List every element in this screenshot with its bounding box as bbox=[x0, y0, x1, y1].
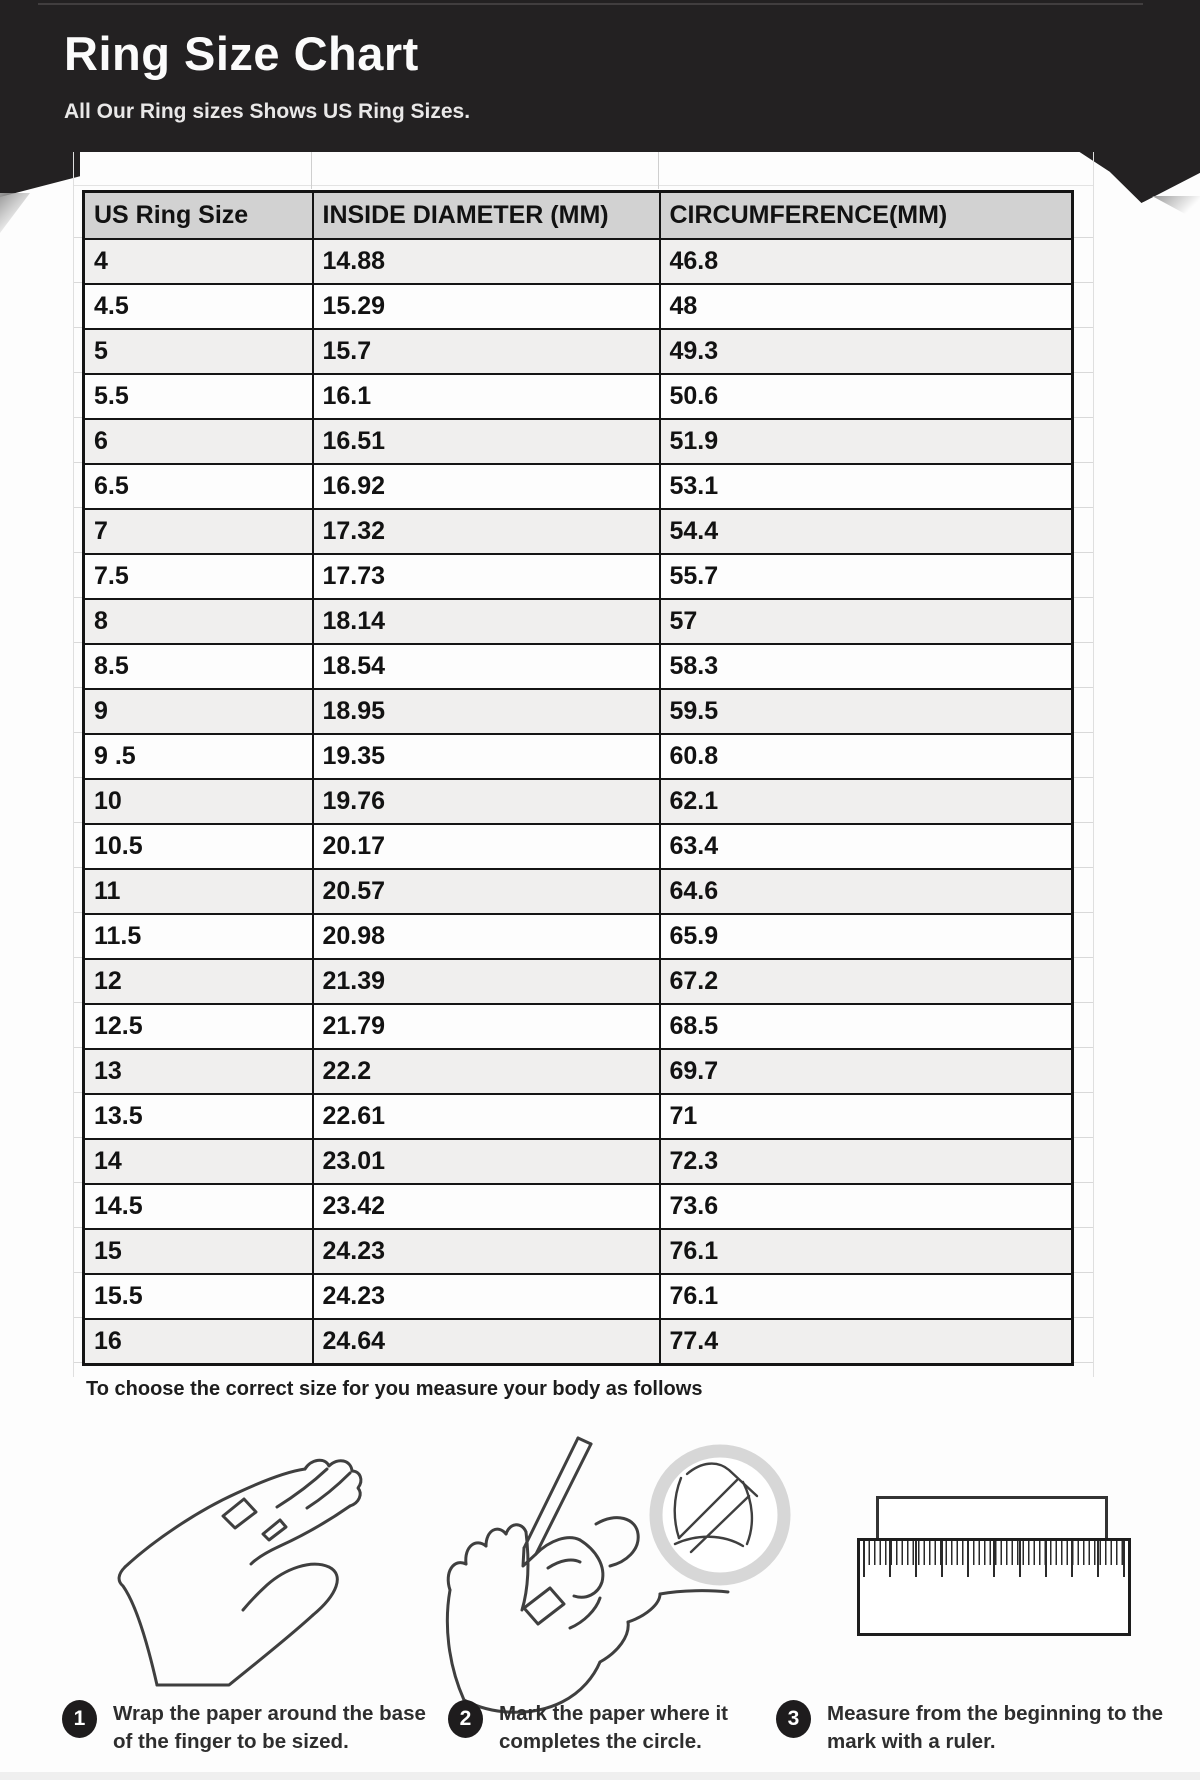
cell-circumference: 50.6 bbox=[660, 374, 1073, 419]
cell-circumference: 69.7 bbox=[660, 1049, 1073, 1094]
cell-inside-diameter: 20.57 bbox=[313, 869, 660, 914]
cell-circumference: 73.6 bbox=[660, 1184, 1073, 1229]
step-number-badge: 3 bbox=[776, 1700, 811, 1738]
cell-us-ring-size: 15 bbox=[84, 1229, 313, 1274]
ring-size-table bbox=[82, 190, 1074, 1366]
cell-circumference: 64.6 bbox=[660, 869, 1073, 914]
hero-header bbox=[0, 0, 1200, 152]
table-row bbox=[84, 329, 1073, 374]
cell-inside-diameter: 21.39 bbox=[313, 959, 660, 1004]
table-row bbox=[84, 1004, 1073, 1049]
cell-inside-diameter: 22.61 bbox=[313, 1094, 660, 1139]
cell-us-ring-size: 9 bbox=[84, 689, 313, 734]
cell-inside-diameter: 16.1 bbox=[313, 374, 660, 419]
cell-inside-diameter: 19.76 bbox=[313, 779, 660, 824]
gridline bbox=[658, 152, 659, 189]
gridline-ticks bbox=[74, 237, 82, 1365]
table-row bbox=[84, 464, 1073, 509]
page-subtitle: All Our Ring sizes Shows US Ring Sizes. bbox=[64, 100, 471, 123]
table-row bbox=[84, 1139, 1073, 1184]
cell-us-ring-size: 8 bbox=[84, 599, 313, 644]
table-row bbox=[84, 239, 1073, 284]
table-row bbox=[84, 599, 1073, 644]
page-title: Ring Size Chart bbox=[64, 27, 419, 80]
hero-left-wing bbox=[0, 151, 80, 197]
cell-inside-diameter: 15.29 bbox=[313, 284, 660, 329]
table-row bbox=[84, 1094, 1073, 1139]
cell-us-ring-size: 7 bbox=[84, 509, 313, 554]
cell-inside-diameter: 23.01 bbox=[313, 1139, 660, 1184]
cell-circumference: 59.5 bbox=[660, 689, 1073, 734]
table-row bbox=[84, 734, 1073, 779]
step-number-badge: 2 bbox=[448, 1700, 483, 1738]
cell-inside-diameter: 24.23 bbox=[313, 1274, 660, 1319]
cell-circumference: 53.1 bbox=[660, 464, 1073, 509]
table-row bbox=[84, 914, 1073, 959]
magnifier-detail-icon bbox=[645, 1440, 795, 1590]
cell-inside-diameter: 18.14 bbox=[313, 599, 660, 644]
cell-inside-diameter: 20.17 bbox=[313, 824, 660, 869]
col-header-us-ring-size: US Ring Size bbox=[84, 192, 313, 240]
cell-us-ring-size: 13.5 bbox=[84, 1094, 313, 1139]
cell-us-ring-size: 10.5 bbox=[84, 824, 313, 869]
bottom-edge bbox=[0, 1772, 1200, 1780]
cell-us-ring-size: 13 bbox=[84, 1049, 313, 1094]
step-text: Measure from the beginning to the mark with a ruler. bbox=[827, 1702, 1163, 1754]
cell-circumference: 76.1 bbox=[660, 1274, 1073, 1319]
table-row bbox=[84, 284, 1073, 329]
cell-circumference: 72.3 bbox=[660, 1139, 1073, 1184]
cell-inside-diameter: 16.51 bbox=[313, 419, 660, 464]
col-header-inside-diameter: INSIDE DIAMETER (MM) bbox=[313, 192, 660, 240]
cell-inside-diameter: 17.73 bbox=[313, 554, 660, 599]
cell-inside-diameter: 21.79 bbox=[313, 1004, 660, 1049]
table-row bbox=[84, 689, 1073, 734]
cell-inside-diameter: 23.42 bbox=[313, 1184, 660, 1229]
cell-inside-diameter: 18.54 bbox=[313, 644, 660, 689]
hand-with-paper-icon bbox=[105, 1445, 370, 1715]
table-row bbox=[84, 419, 1073, 464]
cell-inside-diameter: 24.23 bbox=[313, 1229, 660, 1274]
cell-circumference: 54.4 bbox=[660, 509, 1073, 554]
table-row bbox=[84, 1274, 1073, 1319]
hero-top-highlight bbox=[38, 3, 1143, 5]
cell-us-ring-size: 15.5 bbox=[84, 1274, 313, 1319]
ruler-body bbox=[857, 1538, 1131, 1636]
cell-inside-diameter: 22.2 bbox=[313, 1049, 660, 1094]
table-row bbox=[84, 374, 1073, 419]
cell-circumference: 67.2 bbox=[660, 959, 1073, 1004]
table-row bbox=[84, 959, 1073, 1004]
cell-circumference: 60.8 bbox=[660, 734, 1073, 779]
hero-left-corner-shadow bbox=[0, 193, 30, 233]
step-number-badge: 1 bbox=[62, 1700, 97, 1738]
instruction-step-2 bbox=[448, 1700, 767, 1757]
cell-us-ring-size: 14 bbox=[84, 1139, 313, 1184]
cell-inside-diameter: 20.98 bbox=[313, 914, 660, 959]
cell-inside-diameter: 19.35 bbox=[313, 734, 660, 779]
cell-us-ring-size: 11.5 bbox=[84, 914, 313, 959]
table-row bbox=[84, 644, 1073, 689]
hero-right-wing bbox=[1078, 151, 1200, 203]
instruction-step-1 bbox=[62, 1700, 435, 1757]
table-row bbox=[84, 1184, 1073, 1229]
cell-circumference: 71 bbox=[660, 1094, 1073, 1139]
cell-us-ring-size: 4 bbox=[84, 239, 313, 284]
cell-us-ring-size: 6.5 bbox=[84, 464, 313, 509]
table-row bbox=[84, 779, 1073, 824]
cell-us-ring-size: 14.5 bbox=[84, 1184, 313, 1229]
cell-us-ring-size: 6 bbox=[84, 419, 313, 464]
cell-us-ring-size: 7.5 bbox=[84, 554, 313, 599]
table-row bbox=[84, 1229, 1073, 1274]
gridline bbox=[311, 152, 312, 189]
cell-circumference: 46.8 bbox=[660, 239, 1073, 284]
cell-inside-diameter: 18.95 bbox=[313, 689, 660, 734]
instructions-heading: To choose the correct size for you measure your body as follows bbox=[86, 1378, 703, 1400]
table-row bbox=[84, 1319, 1073, 1365]
table-row bbox=[84, 869, 1073, 914]
cell-inside-diameter: 15.7 bbox=[313, 329, 660, 374]
step-text: Wrap the paper around the base of the finger to be sized. bbox=[113, 1702, 426, 1754]
gridline-ticks bbox=[1072, 237, 1093, 1365]
cell-circumference: 51.9 bbox=[660, 419, 1073, 464]
cell-circumference: 76.1 bbox=[660, 1229, 1073, 1274]
table-row bbox=[84, 509, 1073, 554]
cell-circumference: 62.1 bbox=[660, 779, 1073, 824]
cell-circumference: 55.7 bbox=[660, 554, 1073, 599]
cell-inside-diameter: 24.64 bbox=[313, 1319, 660, 1365]
cell-us-ring-size: 5 bbox=[84, 329, 313, 374]
ruler-ticks bbox=[863, 1541, 1125, 1565]
gridline bbox=[1093, 152, 1094, 1377]
ruler-icon bbox=[852, 1486, 1137, 1641]
cell-circumference: 49.3 bbox=[660, 329, 1073, 374]
cell-inside-diameter: 17.32 bbox=[313, 509, 660, 554]
cell-us-ring-size: 16 bbox=[84, 1319, 313, 1365]
table-header-row bbox=[84, 192, 1073, 240]
cell-us-ring-size: 9 .5 bbox=[84, 734, 313, 779]
instruction-step-3 bbox=[776, 1700, 1175, 1757]
cell-circumference: 65.9 bbox=[660, 914, 1073, 959]
cell-circumference: 68.5 bbox=[660, 1004, 1073, 1049]
cell-us-ring-size: 12 bbox=[84, 959, 313, 1004]
cell-circumference: 48 bbox=[660, 284, 1073, 329]
cell-inside-diameter: 16.92 bbox=[313, 464, 660, 509]
hero-right-corner-shadow bbox=[1152, 196, 1200, 222]
cell-us-ring-size: 4.5 bbox=[84, 284, 313, 329]
cell-us-ring-size: 11 bbox=[84, 869, 313, 914]
cell-circumference: 77.4 bbox=[660, 1319, 1073, 1365]
table-row bbox=[84, 554, 1073, 599]
col-header-circumference: CIRCUMFERENCE(MM) bbox=[660, 192, 1073, 240]
cell-us-ring-size: 12.5 bbox=[84, 1004, 313, 1049]
cell-us-ring-size: 10 bbox=[84, 779, 313, 824]
cell-us-ring-size: 5.5 bbox=[84, 374, 313, 419]
cell-circumference: 58.3 bbox=[660, 644, 1073, 689]
cell-circumference: 57 bbox=[660, 599, 1073, 644]
step-text: Mark the paper where it completes the circle. bbox=[499, 1702, 728, 1754]
table-row bbox=[84, 824, 1073, 869]
gridline bbox=[73, 185, 1093, 186]
table-row bbox=[84, 1049, 1073, 1094]
cell-circumference: 63.4 bbox=[660, 824, 1073, 869]
cell-inside-diameter: 14.88 bbox=[313, 239, 660, 284]
cell-us-ring-size: 8.5 bbox=[84, 644, 313, 689]
